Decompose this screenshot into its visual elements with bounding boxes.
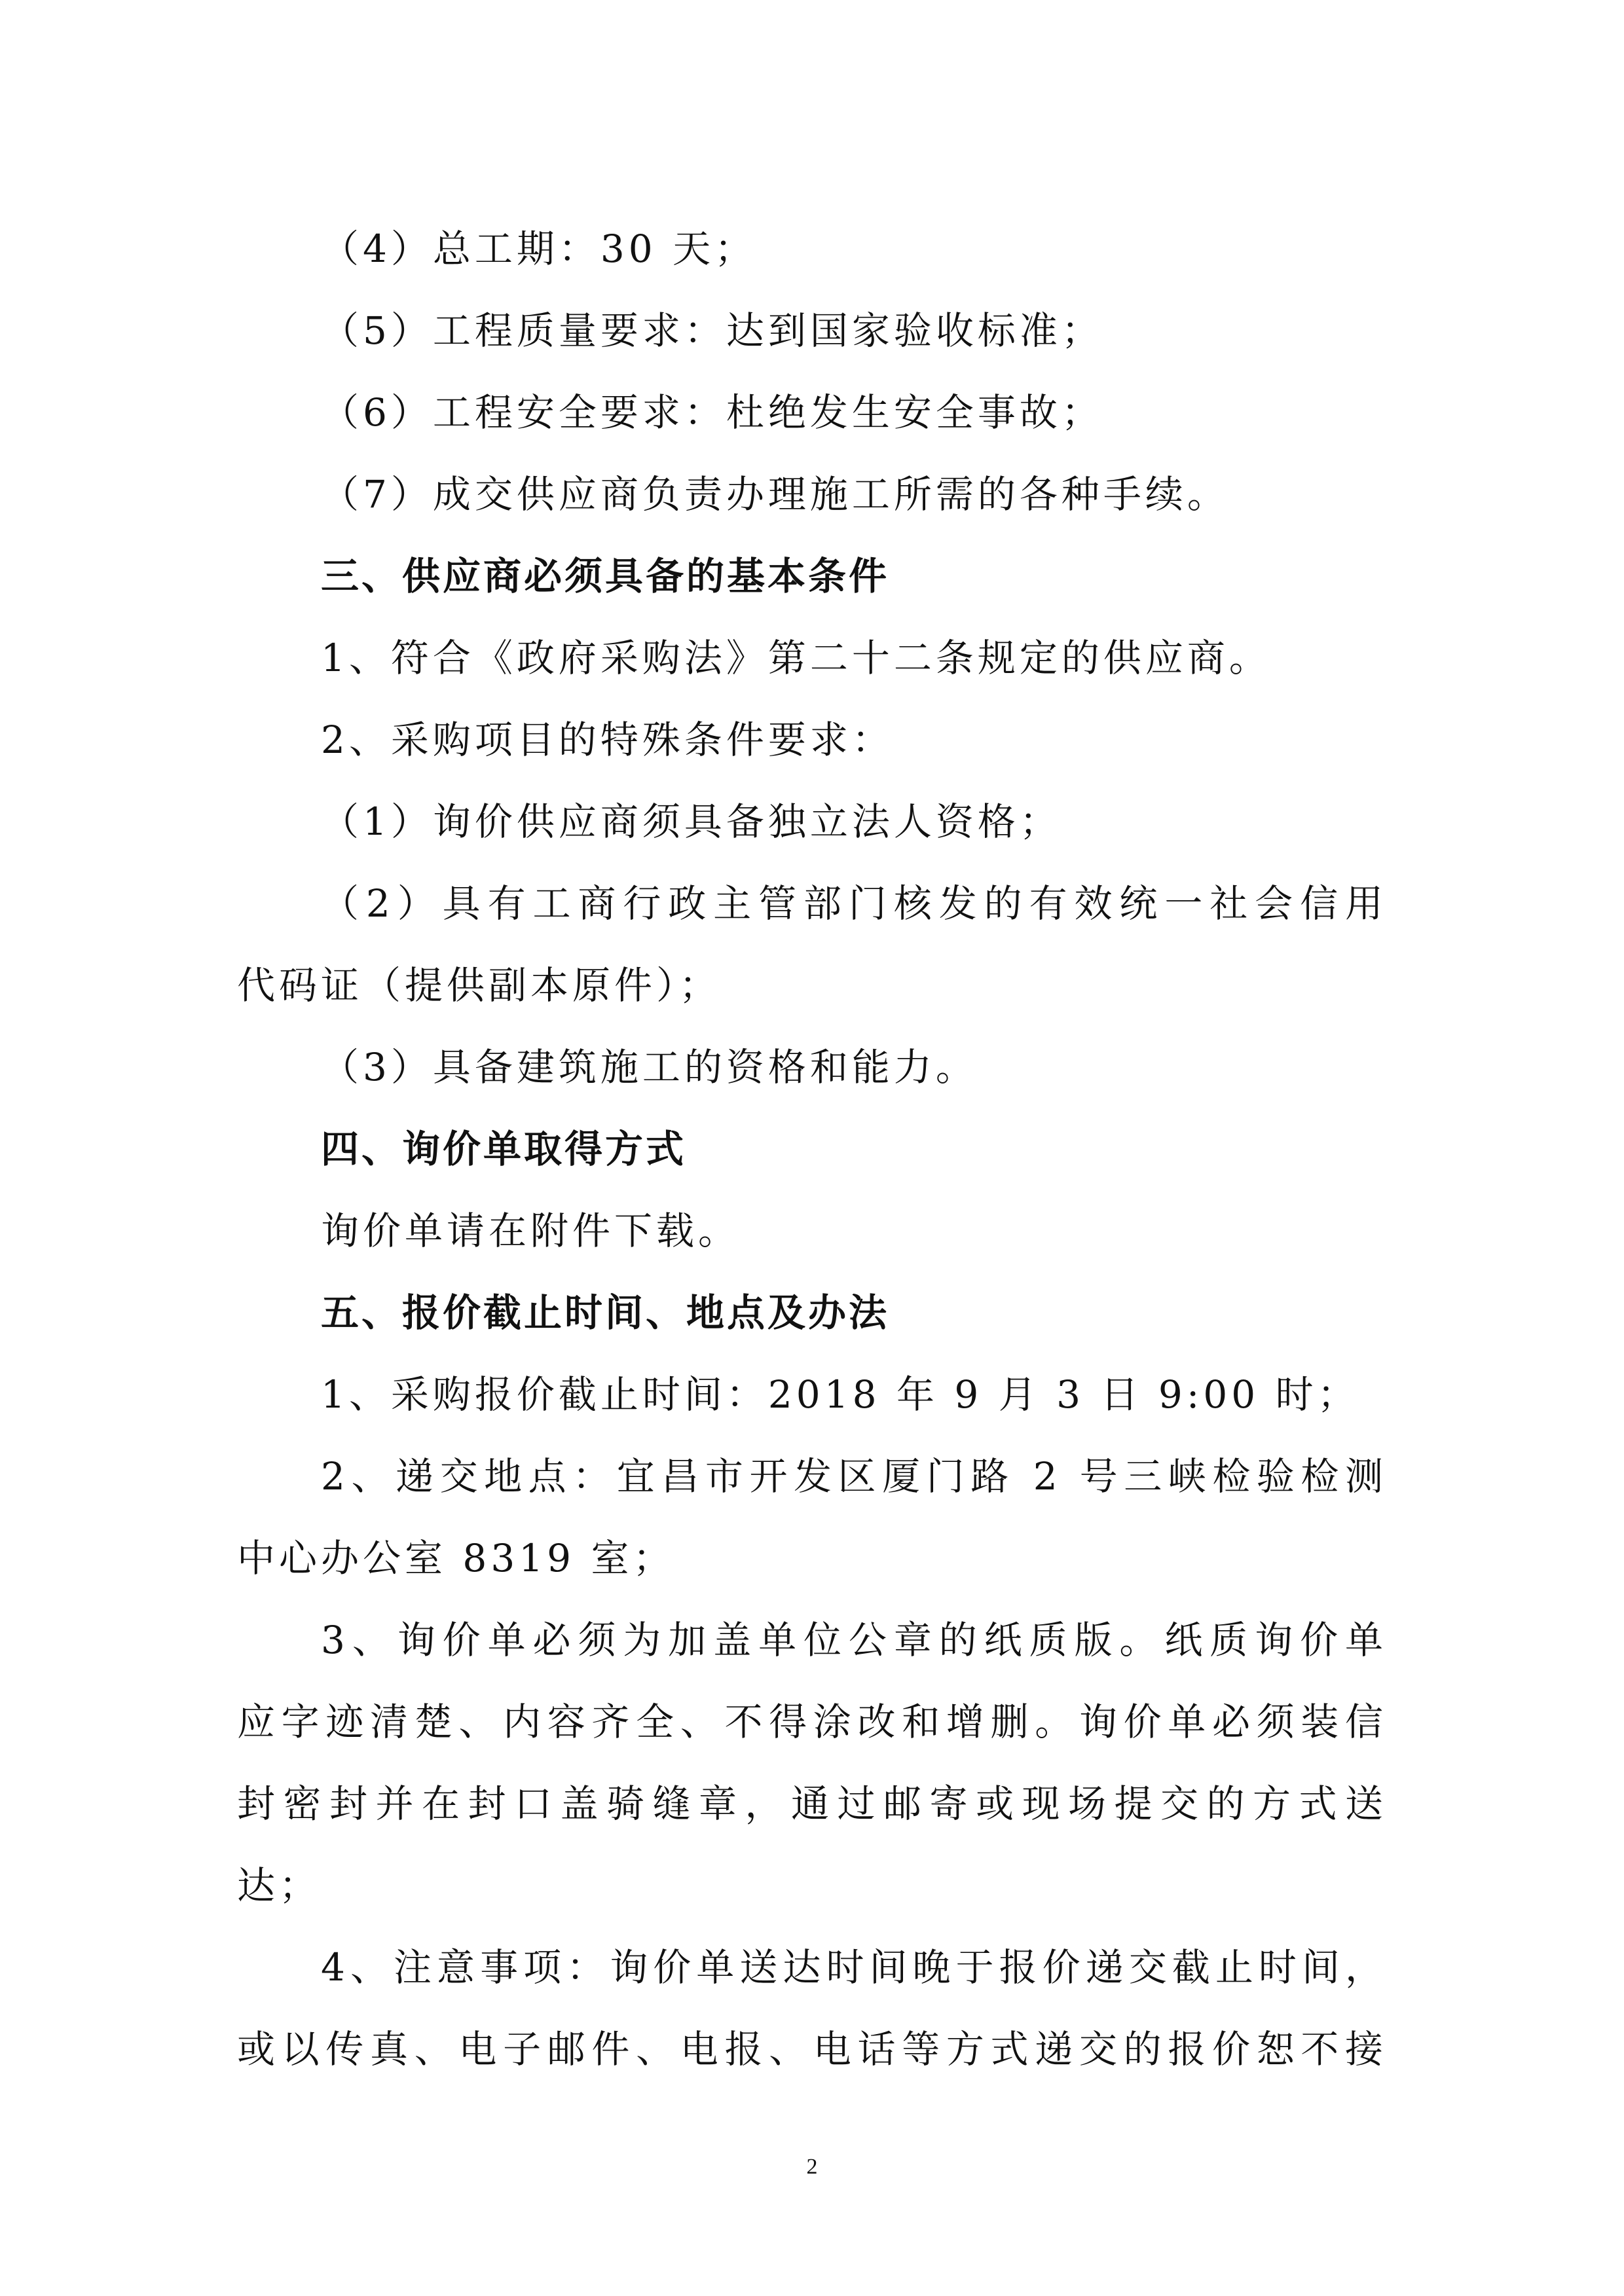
page-number: 2 xyxy=(806,2155,818,2179)
text-line-quality: （5）工程质量要求：达到国家验收标准； xyxy=(321,308,1103,353)
text-line-deadline: 1、采购报价截止时间：2018 年 9 月 3 日 9:00 时； xyxy=(321,1372,1359,1417)
section-heading-4: 四、询价单取得方式 xyxy=(321,1127,687,1171)
text-line-credit-code: （2）具有工商行政主管部门核发的有效统一社会信用 xyxy=(321,881,1387,926)
text-line-special-conditions: 2、采购项目的特殊条件要求： xyxy=(321,718,894,762)
text-line-address-cont: 中心办公室 8319 室； xyxy=(237,1536,675,1580)
text-line-address: 2、递交地点：宜昌市开发区厦门路 2 号三峡检验检测 xyxy=(321,1454,1387,1499)
text-line-paper-version-cont-3: 达； xyxy=(237,1863,322,1908)
text-line-procurement-law: 1、符合《政府采购法》第二十二条规定的供应商。 xyxy=(321,636,1271,680)
text-line-notice: 4、注意事项：询价单送达时间晚于报价递交截止时间， xyxy=(321,1945,1387,1990)
text-line-notice-cont: 或以传真、电子邮件、电报、电话等方式递交的报价恕不接 xyxy=(237,2027,1387,2071)
text-line-legal-entity: （1）询价供应商须具备独立法人资格； xyxy=(321,799,1061,844)
text-line-duration: （4）总工期：30 天； xyxy=(321,227,757,271)
text-line-procedures: （7）成交供应商负责办理施工所需的各种手续。 xyxy=(321,472,1229,517)
text-line-paper-version-cont-2: 封密封并在封口盖骑缝章，通过邮寄或现场提交的方式送 xyxy=(237,1781,1387,1826)
text-line-construction-ability: （3）具备建筑施工的资格和能力。 xyxy=(321,1045,978,1089)
text-line-paper-version: 3、询价单必须为加盖单位公章的纸质版。纸质询价单 xyxy=(321,1618,1387,1662)
text-line-safety: （6）工程安全要求：杜绝发生安全事故； xyxy=(321,390,1103,435)
section-heading-3: 三、供应商必须具备的基本条件 xyxy=(321,554,890,598)
text-line-credit-code-cont: 代码证（提供副本原件）； xyxy=(237,963,722,1008)
section-heading-5: 五、报价截止时间、地点及办法 xyxy=(321,1290,890,1335)
text-line-download: 询价单请在附件下载。 xyxy=(321,1209,741,1253)
text-line-paper-version-cont-1: 应字迹清楚、内容齐全、不得涂改和增删。询价单必须装信 xyxy=(237,1700,1387,1744)
